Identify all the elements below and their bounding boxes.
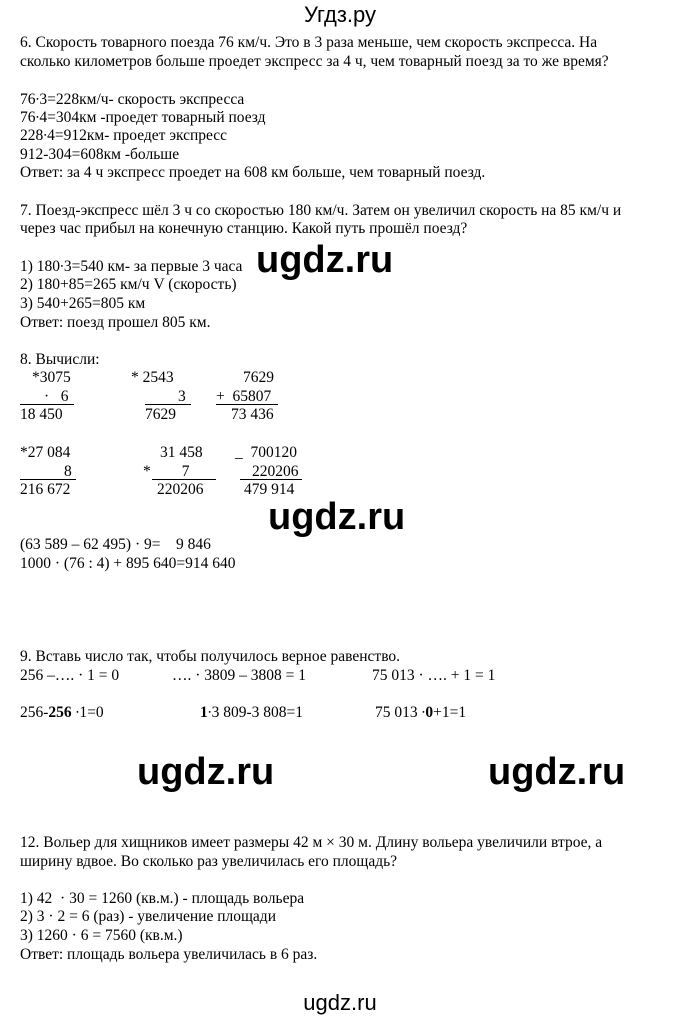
task9-problem2: …. · 3809 – 3808 = 1 [172,667,307,684]
watermark-logo: ugdz.ru [488,751,626,793]
task8-expression2: 1000 · (76 : 4) + 895 640=914 640 [20,555,236,572]
task8-col2-result: 7629 [145,406,176,423]
task12-question-line2: ширину вдвое. Во сколько раз увеличилась его площадь? [20,853,398,870]
task9-problem1: 256 –…. · 1 = 0 [20,667,120,684]
task7-question-line2: через час прибыл на конечную станцию. Какой путь прошёл поезд? [20,220,468,237]
task9-title: 9. Вставь число так, чтобы получилось верное равенство. [20,648,401,665]
task12-question-line1: 12. Вольер для хищников имеет размеры 42 м × 30 м. Длину вольера увеличили втрое, а [20,834,603,851]
watermark-logo: ugdz.ru [256,239,394,281]
task8-col3-result: 73 436 [231,406,274,423]
task8-col3-operand2: + 65807 [216,388,272,405]
task6-answer: Ответ: за 4 ч экспресс проедет на 608 км больше, чем товарный поезд. [20,164,486,181]
task8-col5-result: 220206 [157,481,204,498]
task8-title: 8. Вычисли: [20,351,100,368]
task12-step2: 2) 3 · 2 = 6 (раз) - увеличение площади [20,908,276,925]
watermark-logo: ugdz.ru [137,751,275,793]
watermark-logo: ugdz.ru [268,496,406,538]
task9-problem3: 75 013 · …. + 1 = 1 [372,667,496,684]
task12-step3: 3) 1260 · 6 = 7560 (кв.м.) [20,927,183,944]
task6-step4: 912-304=608км -больше [20,146,180,163]
task9-answer3: 75 013 ∙0+1=1 [375,704,467,721]
task9-answer1: 256-256 ∙1=0 [20,704,104,721]
task8-col5-operand2: * 7 [143,463,190,480]
task8-col1-result: 18 450 [20,406,63,423]
task7-step3: 3) 540+265=805 км [20,295,146,312]
task8-col4-operand1: *27 084 [20,444,71,461]
task12-step1: 1) 42 · 30 = 1260 (кв.м.) - площадь вольера [20,890,305,907]
task7-question-line1: 7. Поезд-экспресс шёл 3 ч со скоростью 180 км/ч. Затем он увеличил скорость на 85 км/ч и [20,202,622,219]
task9-answer1-inserted: 256 [48,704,72,721]
site-header: Угдз.ру [303,2,377,27]
task8-col1-operand2: · 6 [44,388,69,405]
task9-answer2: 1∙3 809-3 808=1 [200,704,304,721]
task7-answer: Ответ: поезд прошел 805 км. [20,314,211,331]
task6-question-line2: сколько километров больше проедет экспресс за 4 ч, чем товарный поезд за то же время? [20,53,609,70]
site-footer: ugdz.ru [303,990,377,1015]
task6-step3: 228∙4=912км- проедет экспресс [20,127,228,144]
task12-answer: Ответ: площадь вольера увеличилась в 6 раз. [20,946,318,963]
task9-answer3-inserted: 0 [425,704,434,721]
task8-col6-operand2: 220206 [252,463,299,480]
task7-step1: 1) 180∙3=540 км- за первые 3 часа [20,258,243,275]
task6-step1: 76∙3=228км/ч- скорость экспресса [20,91,245,108]
task8-col2-operand1: * 2543 [131,369,174,386]
task8-col3-operand1: 7629 [243,369,274,386]
task8-col4-operand2: 8 [64,463,72,480]
task8-col6-operand1: _ 700120 [235,444,297,461]
task9-answer2-inserted: 1 [200,704,208,721]
task8-col6-result: 479 914 [244,481,295,498]
task8-col4-result: 216 672 [20,481,71,498]
task8-col1-operand1: *3075 [32,369,71,386]
task7-step2: 2) 180+85=265 км/ч V (скорость) [20,276,237,293]
task8-col5-operand1: 31 458 [160,444,203,461]
task8-expression1: (63 589 – 62 495) · 9= 9 846 [20,536,211,553]
task6-step2: 76∙4=304км -проедет товарный поезд [20,109,266,126]
task8-col2-operand2: 3 [178,388,186,405]
task6-question-line1: 6. Скорость товарного поезда 76 км/ч. Это в 3 раза меньше, чем скорость экспресса. На [20,34,598,51]
